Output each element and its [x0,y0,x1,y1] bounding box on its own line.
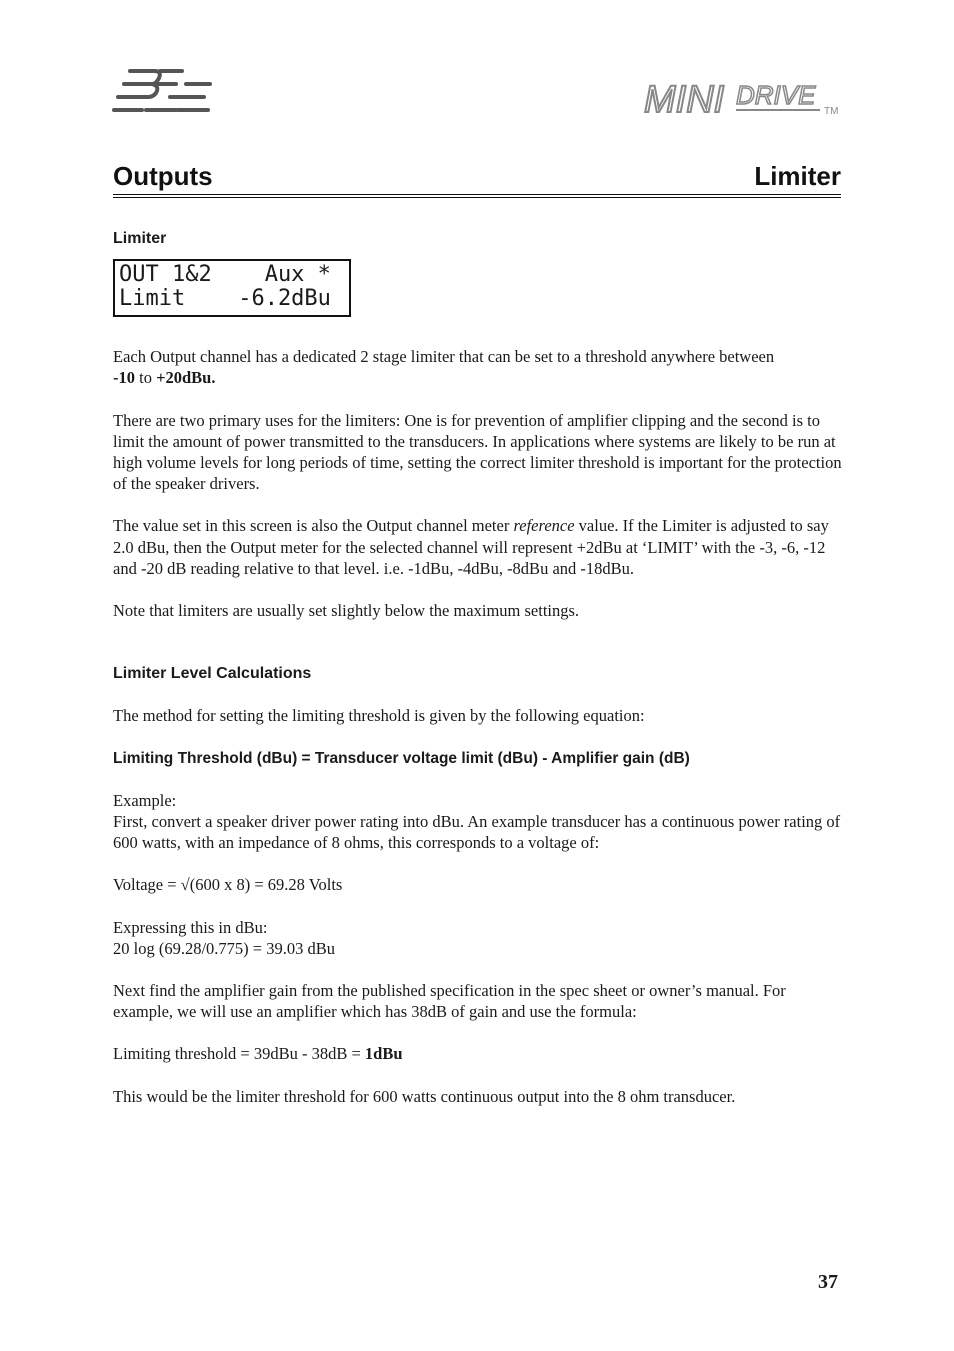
expression-formula: 20 log (69.28/0.775) = 39.03 dBu [113,938,335,958]
threshold-formula [113,1043,843,1064]
range-to-word: to [135,368,157,388]
range-from: -10 [113,368,135,388]
lcd-line-1: OUT 1&2 Aux * [119,262,331,288]
paragraph-method: The method for setting the limiting threshold is given by the following equation: [113,706,645,726]
section-heading-calculations: Limiter Level Calculations [113,665,312,683]
voltage-formula: Voltage = √(600 x 8) = 69.28 Volts [113,875,343,895]
page-header [113,160,841,195]
meter-text-a: The value set in this screen is also the Output channel meter [113,516,514,536]
page-number: 37 [818,1271,838,1293]
lcd-line-2: Limit -6.2dBu [119,286,331,312]
section-heading-limiter: Limiter [113,230,167,247]
header-right-title: Limiter [754,161,841,191]
bss-logo [112,66,216,116]
paragraph-limiter-intro: Each Output channel has a dedicated 2 stage limiter that can be set to a threshold anywhere between [113,347,775,367]
paragraph-range [113,367,843,388]
paragraph-amplifier-gain: Next find the amplifier gain from the published specification in the spec sheet or owner’s manual. For example, we will use an amplifier which has 38dB of gain and use the formula: [113,981,786,1022]
paragraph-closing: This would be the limiter threshold for 600 watts continuous output into the 8 ohm transducer. [113,1086,736,1106]
paragraph-meter-reference [113,515,843,579]
bss-logo-mark [112,66,216,116]
range-to: +20dBu. [156,368,216,388]
expression-label: Expressing this in dBu: [113,917,268,937]
paragraph-note: Note that limiters are usually set slightly below the maximum settings. [113,601,580,621]
paragraph-example: First, convert a speaker driver power rating into dBu. An example transducer has a continuous power rating of 600 watts, with an impedance of 8 ohms, this corresponds to a voltage of: [113,812,841,853]
logo-tm: TM [824,106,839,117]
meter-text-b: value. If the Limiter is adjusted to say 2.0 dBu, then the Output meter for the selected channel will represent +2dBu at ‘LIMIT’ with the -3, -6, -12 and -20 dB reading relative to that level. i.e. -1dBu, -4dBu, -8dBu and -18dBu. [113,516,829,578]
logo-mini: MINI [644,79,725,118]
header-left-title: Outputs [113,161,213,191]
equation: Limiting Threshold (dBu) = Transducer voltage limit (dBu) - Amplifier gain (dB) [113,749,690,767]
lcd-display [113,259,351,317]
example-label: Example: [113,790,177,810]
threshold-text: Limiting threshold = 39dBu - 38dB = [113,1044,365,1064]
bss-logo-text: BSS [112,66,115,67]
page-content [113,228,843,1107]
threshold-result: 1dBu [364,1044,403,1064]
meter-text-em: reference [513,516,575,536]
logo-drive: DRIVE [736,80,816,110]
minidrive-logo [644,78,844,118]
paragraph-limiter-uses: There are two primary uses for the limiters: One is for prevention of amplifier clipping and the second is to limit the amount of power transmitted to the transducers. In applications where systems are likely to be run at high volume levels for long periods of time, setting the correct limiter threshold is important for the protection of the speaker drivers. [113,410,842,494]
